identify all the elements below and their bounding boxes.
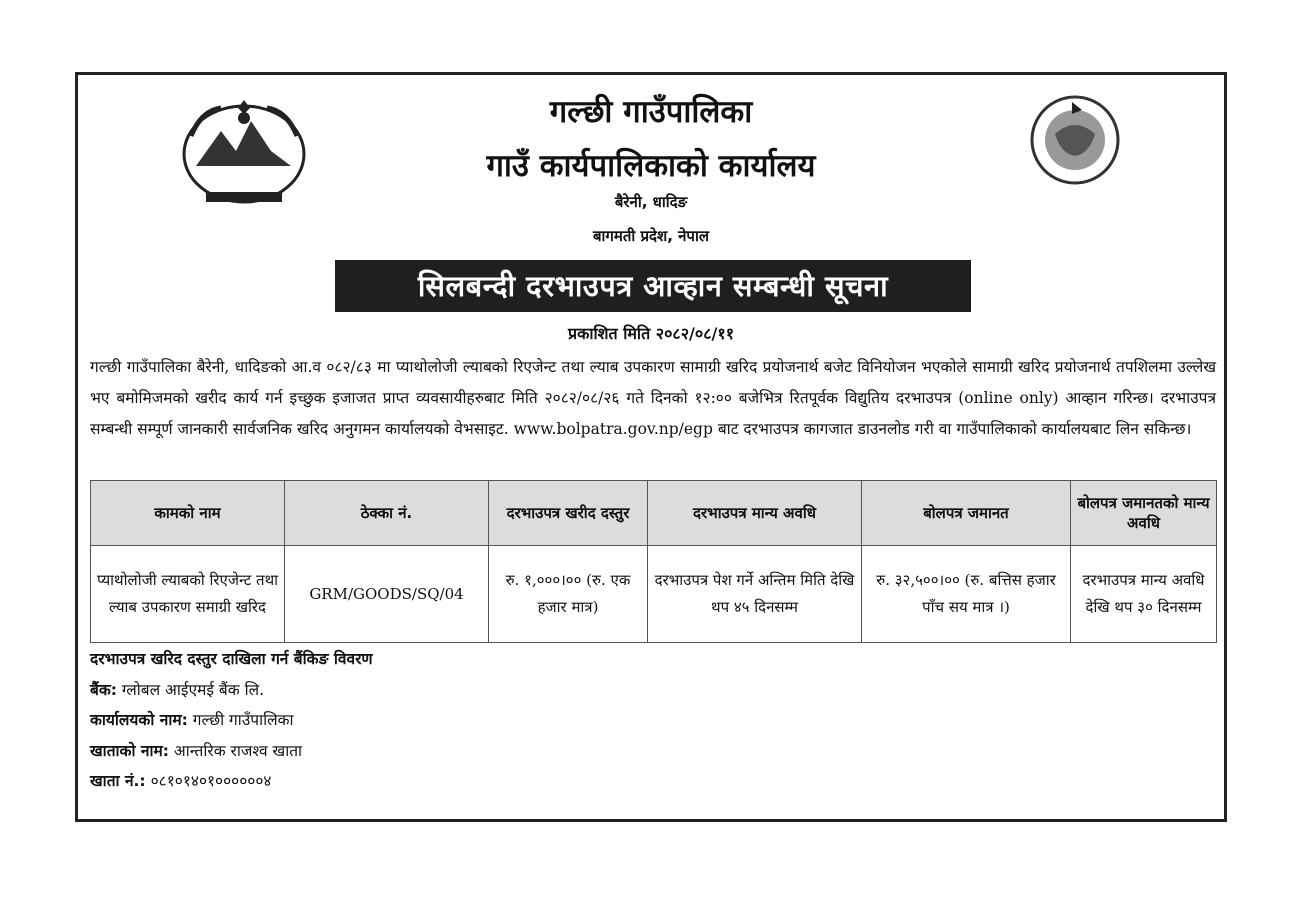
notice-title: सिलबन्दी दरभाउपत्र आव्हान सम्बन्धी सूचना xyxy=(335,260,971,312)
bank-line xyxy=(90,675,373,706)
cell-contract-no: GRM/GOODS/SQ/04 xyxy=(285,546,489,643)
office-value: गल्छी गाउँपालिका xyxy=(192,711,294,729)
bank-label: बैंक: xyxy=(90,680,117,699)
bank-details xyxy=(90,644,373,797)
address-line-2: बागमती प्रदेश, नेपाल xyxy=(592,227,710,245)
account-no-label: खाता नं.: xyxy=(90,772,146,790)
municipality-logo-icon xyxy=(1010,94,1140,186)
published-date: प्रकाशित मिति २०८२/०८/११ xyxy=(567,324,735,343)
bank-heading: दरभाउपत्र खरिद दस्तुर दाखिला गर्न बैंकिङ विवरण xyxy=(90,650,373,668)
col-bid-security: बोलपत्र जमानत xyxy=(862,481,1071,546)
account-name-label: खाताको नाम: xyxy=(90,741,169,760)
office-name: गाउँ कार्यपालिकाको कार्यालय xyxy=(486,148,816,184)
col-security-validity: बोलपत्र जमानतको मान्य अवधि xyxy=(1071,481,1217,546)
account-no-value: ०८१०१४०१००००००४ xyxy=(150,772,272,790)
col-bid-fee: दरभाउपत्र खरीद दस्तुर xyxy=(489,481,648,546)
cell-bid-validity: दरभाउपत्र पेश गर्ने अन्तिम मिति देखि थप ४५ दिनसम्म xyxy=(648,546,862,643)
cell-security-validity: दरभाउपत्र मान्य अवधि देखि थप ३० दिनसम्म xyxy=(1071,546,1217,643)
office-line xyxy=(90,705,373,736)
table-row xyxy=(91,546,1217,643)
cell-work-name: प्याथोलोजी ल्याबको रिएजेन्ट तथा ल्याब उपकारण समाग्री खरिद xyxy=(91,546,285,643)
table-header-row xyxy=(91,481,1217,546)
cell-bid-fee: रु. १,०००।०० (रु. एक हजार मात्र) xyxy=(489,546,648,643)
notice-body: गल्छी गाउँपालिका बैरेनी, धादिङको आ.व ०८२/८३ मा प्याथोलोजी ल्याबको रिएजेन्ट तथा ल्याब उपकारण सामाग्री खरिद प्रयोजनार्थ बजेट विनियोजन भएकोले सामाग्री खरिद प्रयोजनार्थ तपशिलमा उल्लेख भए बमोमिजमको खरीद कार्य गर्न इच्छुक इजाजत प्राप्त व्यवसायीहरुबाट मिति २०८२/०८/२६ गते दिनको १२:०० बजेभित्र रितपूर्वक विद्युतिय दरभाउपत्र (online only) आव्हान गरिन्छ। दरभाउपत्र सम्बन्धी सम्पूर्ण जानकारी सार्वजनिक खरिद अनुगमन कार्यालयको वेभसाइट. www.bolpatra.gov.np/egp बाट दरभाउपत्र कागजात डाउनलोड गरी वा गाउँपालिकाको कार्यालयबाट लिन सकिन्छ। xyxy=(90,358,1216,438)
col-bid-validity: दरभाउपत्र मान्य अवधि xyxy=(648,481,862,546)
account-name-line xyxy=(90,736,373,767)
tender-table xyxy=(90,480,1217,643)
office-label: कार्यालयको नाम: xyxy=(90,711,188,729)
account-no-line xyxy=(90,766,373,797)
address-line-1: बैरेनी, धादिङ xyxy=(614,193,688,211)
cell-bid-security: रु. ३२,५००।०० (रु. बत्तिस हजार पाँच सय मात्र ।) xyxy=(862,546,1071,643)
col-contract-no: ठेक्का नं. xyxy=(285,481,489,546)
account-name-value: आन्तरिक राजश्व खाता xyxy=(173,741,303,760)
bank-value: ग्लोबल आईएमई बैंक लि. xyxy=(121,680,265,699)
municipality-name: गल्छी गाउँपालिका xyxy=(549,94,753,130)
col-work-name: कामको नाम xyxy=(91,481,285,546)
